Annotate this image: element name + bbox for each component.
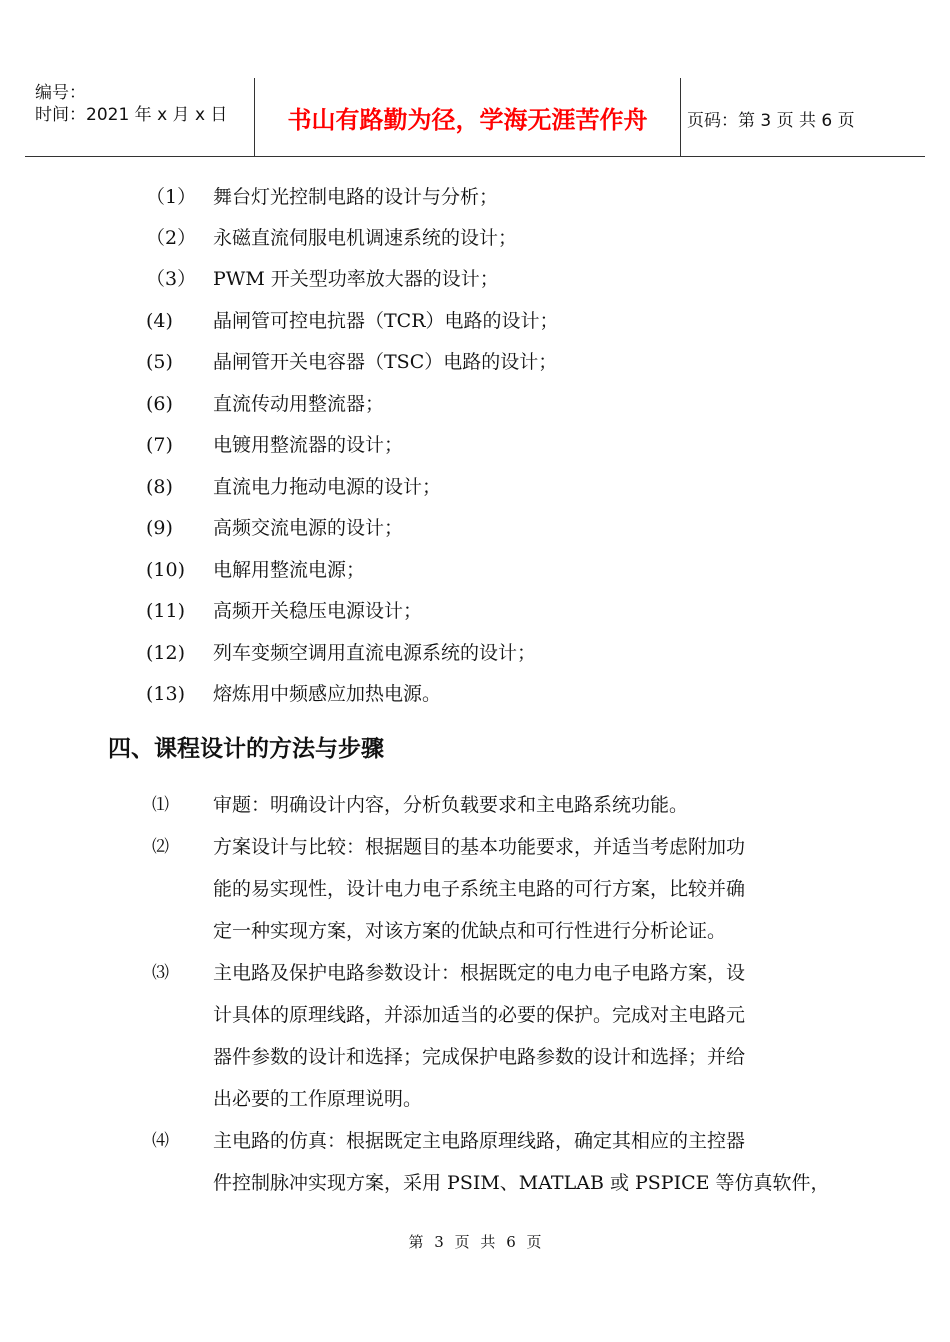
list-item	[0, 673, 950, 715]
page-header	[25, 78, 925, 157]
step-line: 方案设计与比较：根据题目的基本功能要求，并适当考虑附加功	[213, 836, 746, 858]
step-number: ⑵	[152, 837, 169, 857]
step-text	[213, 952, 843, 1120]
step-line: 能的易实现性，设计电力电子系统主电路的可行方案，比较并确	[213, 878, 746, 900]
list-item	[0, 632, 950, 674]
list-item	[0, 424, 950, 466]
item-text: 列车变频空调用直流电源系统的设计；	[213, 642, 537, 664]
step-line: 件控制脉冲实现方案，采用 PSIM、MATLAB 或 PSPICE 等仿真软件，	[213, 1172, 830, 1194]
list-item	[0, 590, 950, 632]
item-number: (11)	[146, 600, 186, 622]
step-line: 定一种实现方案，对该方案的优缺点和可行性进行分析论证。	[213, 920, 727, 942]
item-number: (12)	[146, 642, 186, 664]
footer-part: 第	[408, 1233, 424, 1251]
item-number: (8)	[146, 476, 173, 498]
item-number: (5)	[146, 351, 173, 373]
footer-part: 共	[480, 1233, 496, 1251]
step-line: 主电路的仿真：根据既定主电路原理线路，确定其相应的主控器	[213, 1130, 746, 1152]
step-number: ⑷	[152, 1131, 169, 1151]
step-number: ⑶	[152, 963, 169, 983]
footer-part: 页	[454, 1233, 470, 1251]
list-item	[0, 507, 950, 549]
page-footer	[0, 1231, 950, 1252]
header-divider-right	[680, 78, 681, 156]
list-item	[0, 176, 950, 218]
item-number: (10)	[146, 559, 186, 581]
item-text: PWM 开关型功率放大器的设计；	[213, 268, 499, 290]
header-motto: 书山有路勤为径，学海无涯苦作舟	[287, 105, 648, 134]
item-text: 熔炼用中频感应加热电源。	[213, 683, 442, 705]
header-page-label: 页码：第 3 页 共 6 页	[687, 111, 855, 131]
footer-part: 页	[526, 1233, 542, 1251]
item-number: (13)	[146, 683, 186, 705]
step-line: 主电路及保护电路参数设计：根据既定的电力电子电路方案，设	[213, 962, 746, 984]
list-item	[0, 300, 950, 342]
step-line: 审题：明确设计内容，分析负载要求和主电路系统功能。	[213, 794, 689, 816]
item-text: 高频开关稳压电源设计；	[213, 600, 423, 622]
item-text: 舞台灯光控制电路的设计与分析；	[213, 186, 499, 208]
step-number: ⑴	[152, 795, 169, 815]
list-item	[0, 341, 950, 383]
step-text	[213, 826, 843, 952]
serial-label: 编号：	[35, 83, 86, 103]
step-text	[213, 784, 843, 826]
list-item	[0, 383, 950, 425]
item-number: (9)	[146, 517, 173, 539]
step-line: 计具体的原理线路，并添加适当的必要的保护。完成对主电路元	[213, 1004, 746, 1026]
header-meta	[35, 82, 255, 126]
item-text: 晶闸管可控电抗器（TCR）电路的设计；	[213, 310, 559, 332]
step-line: 出必要的工作原理说明。	[213, 1088, 423, 1110]
item-text: 直流电力拖动电源的设计；	[213, 476, 442, 498]
item-number: (6)	[146, 393, 173, 415]
footer-current-page: 3	[434, 1233, 444, 1251]
item-text: 高频交流电源的设计；	[213, 517, 404, 539]
item-text: 直流传动用整流器；	[213, 393, 385, 415]
time-label: 时间：2021 年 x 月 x 日	[35, 105, 228, 125]
step-text	[213, 1120, 843, 1204]
item-number: （3）	[146, 268, 197, 290]
item-text: 电镀用整流器的设计；	[213, 434, 404, 456]
item-number: （2）	[146, 227, 197, 249]
list-item	[0, 258, 950, 300]
item-text: 晶闸管开关电容器（TSC）电路的设计；	[213, 351, 558, 373]
item-text: 电解用整流电源；	[213, 559, 366, 581]
step-line: 器件参数的设计和选择；完成保护电路参数的设计和选择；并给	[213, 1046, 746, 1068]
footer-total-pages: 6	[506, 1233, 516, 1251]
item-number: (7)	[146, 434, 173, 456]
item-text: 永磁直流伺服电机调速系统的设计；	[213, 227, 518, 249]
list-item	[0, 217, 950, 259]
item-number: （1）	[146, 186, 197, 208]
section-title: 四、课程设计的方法与步骤	[108, 736, 384, 762]
list-item	[0, 549, 950, 591]
item-number: (4)	[146, 310, 173, 332]
list-item	[0, 466, 950, 508]
